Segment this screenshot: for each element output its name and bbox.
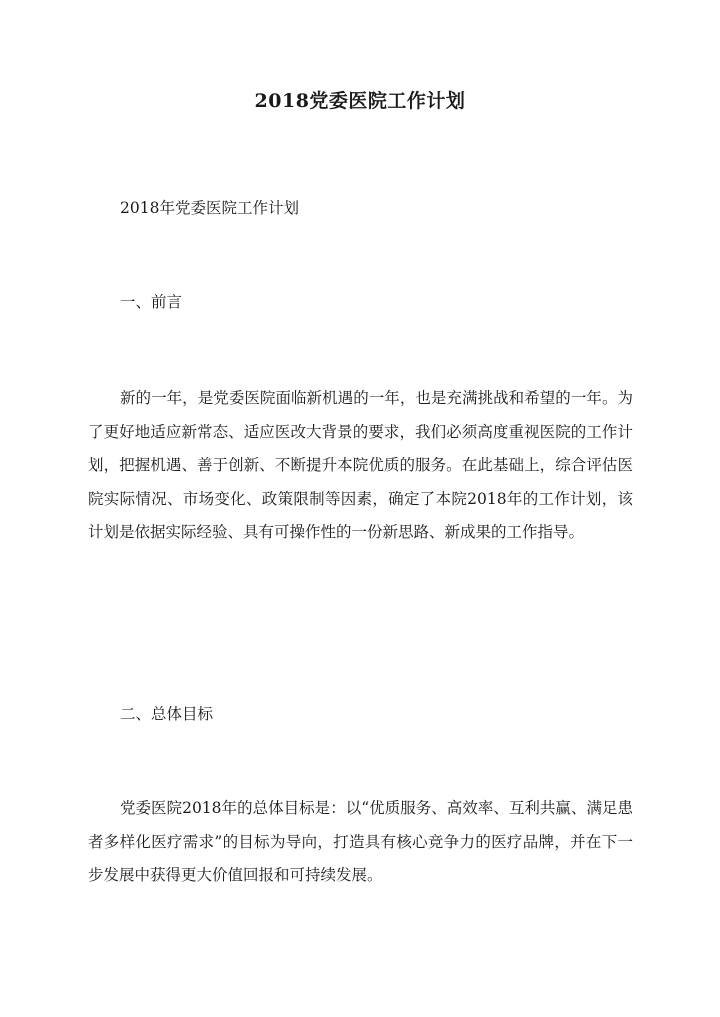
document-title: 2018党委医院工作计划 <box>254 90 466 112</box>
section-paragraph-preface: 新的一年，是党委医院面临新机遇的一年，也是充满挑战和希望的一年。为了更好地适应新常态、适应医改大背景的要求，我们必须高度重视医院的工作计划，把握机遇、善于创新、不断提升本院优质的服务。在此基础上，综合评估医院实际情况、市场变化、政策限制等因素，确定了本院2018年的工作计划，该计划是依据实际经验、具有可操作性的一份新思路、新成果的工作指导。 <box>88 389 633 541</box>
section-heading-overall-goal: 二、总体目标 <box>120 705 214 723</box>
document-subtitle: 2018年党委医院工作计划 <box>120 199 299 217</box>
section-heading-preface: 一、前言 <box>120 293 183 311</box>
section-paragraph-overall-goal: 党委医院2018年的总体目标是：以“优质服务、高效率、互利共赢、满足患者多样化医疗需求”的目标为导向，打造具有核心竞争力的医疗品牌，并在下一步发展中获得更大价值回报和可持续发展。 <box>88 799 633 884</box>
